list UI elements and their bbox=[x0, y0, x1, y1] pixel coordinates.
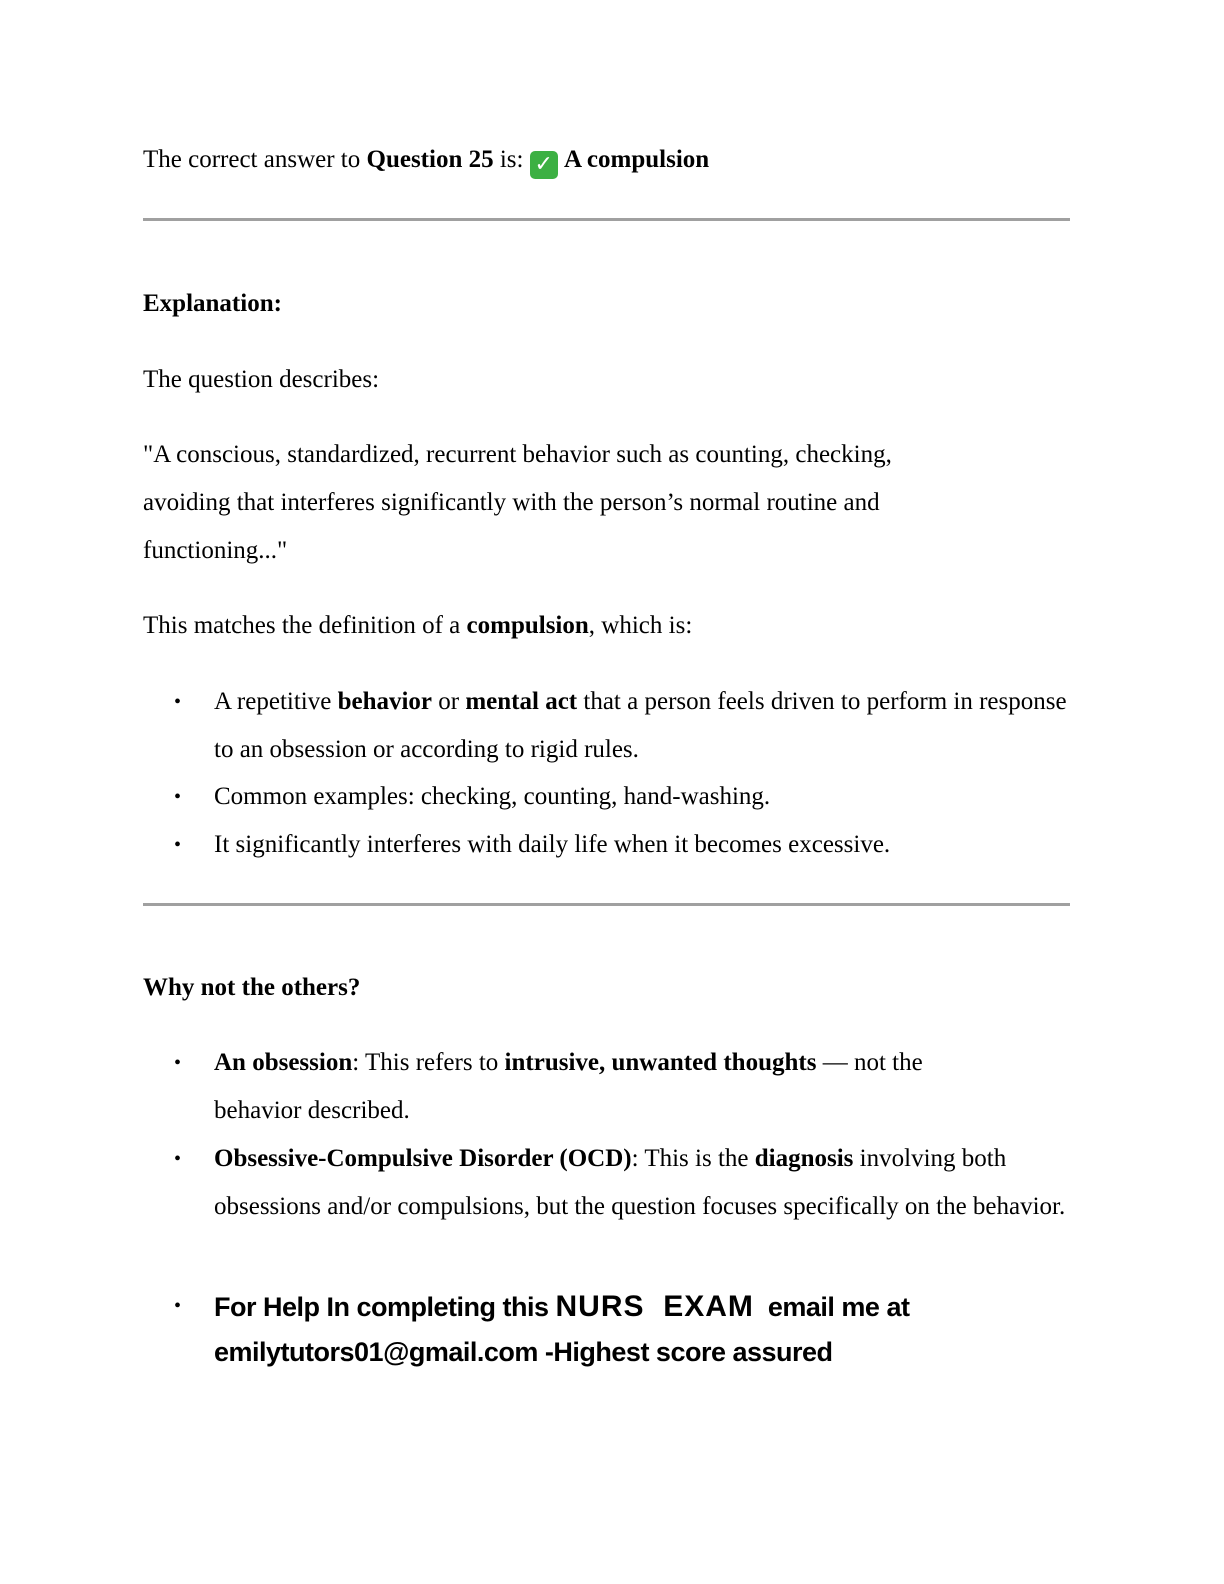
list-item bbox=[174, 773, 1074, 821]
question-quote: "A conscious, standardized, recurrent behavior such as counting, checking, avoiding that interferes significantly with the person’s normal routine and functioning..." bbox=[143, 441, 892, 564]
heading-text: Explanation: bbox=[143, 290, 282, 317]
bullet-icon: • bbox=[174, 1148, 182, 1170]
correct-answer: A compulsion bbox=[563, 146, 710, 173]
list-item bbox=[174, 678, 1074, 774]
bullet-icon: • bbox=[174, 786, 182, 808]
text: : This refers to bbox=[352, 1049, 505, 1076]
promo-item bbox=[174, 1284, 974, 1375]
bold-text: mental act bbox=[465, 688, 578, 715]
big-text: NURS EXAM bbox=[555, 1290, 754, 1323]
list-item bbox=[174, 821, 1074, 869]
answer-mid: is: bbox=[493, 146, 530, 173]
bullet-icon: • bbox=[174, 691, 182, 713]
bullet-icon: • bbox=[174, 1052, 182, 1074]
text: or bbox=[432, 688, 466, 715]
question-number: Question 25 bbox=[366, 146, 494, 173]
bold-text: An obsession bbox=[214, 1049, 353, 1076]
text: Common examples: checking, counting, hand-washing. bbox=[214, 783, 771, 810]
explanation-intro: The question describes: bbox=[143, 366, 380, 393]
answer-line bbox=[143, 140, 1073, 180]
bullet-icon: • bbox=[174, 834, 182, 856]
answer-prefix: The correct answer to bbox=[143, 146, 367, 173]
check-mark-icon: ✓ bbox=[530, 151, 558, 179]
text: email me at emilytutors01@gmail.com -Highest score assured bbox=[214, 1292, 917, 1367]
text: involving both obsessions and/or compulsions, but the question focuses specifically on the behavior. bbox=[214, 1145, 1066, 1220]
term: compulsion bbox=[466, 612, 589, 639]
divider bbox=[143, 903, 1070, 906]
list-item bbox=[174, 1039, 1014, 1135]
definition-line bbox=[143, 602, 1073, 650]
text: — not the behavior described. bbox=[214, 1049, 923, 1124]
list-item bbox=[174, 1135, 1074, 1231]
bold-text: diagnosis bbox=[754, 1145, 854, 1172]
text: : This is the bbox=[631, 1145, 755, 1172]
text: that a person feels driven to perform in response to an obsession or according to rigid rules. bbox=[214, 688, 1067, 763]
text: It significantly interferes with daily life when it becomes excessive. bbox=[214, 831, 891, 858]
text: A repetitive bbox=[214, 688, 338, 715]
divider bbox=[143, 218, 1070, 221]
text: This matches the definition of a bbox=[143, 612, 467, 639]
text: For Help In completing this bbox=[214, 1292, 556, 1322]
text: , which is: bbox=[588, 612, 693, 639]
explanation-heading bbox=[143, 280, 1073, 328]
bold-text: behavior bbox=[337, 688, 433, 715]
heading-text: Why not the others? bbox=[143, 974, 361, 1001]
bold-text: Obsessive-Compulsive Disorder (OCD) bbox=[214, 1145, 632, 1172]
others-heading bbox=[143, 964, 1073, 1012]
bullet-icon: • bbox=[174, 1295, 181, 1317]
bold-text: intrusive, unwanted thoughts bbox=[504, 1049, 817, 1076]
